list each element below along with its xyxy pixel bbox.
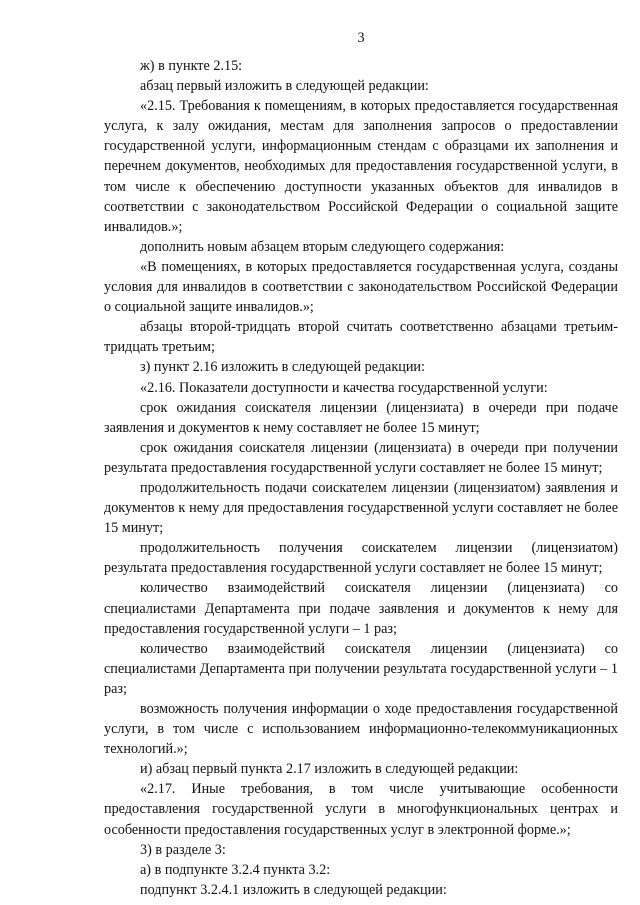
paragraph: абзацы второй-тридцать второй считать соответственно абзацами третьим-тридцать третьим; — [104, 319, 618, 356]
paragraph: «2.15. Требования к помещениям, в которых предоставляется государственная услуга, к залу ожидания, местам для заполнения запросов о предоставлении государственной услуги, информационным стендам с образцами их заполнения и перечнем документов, необходимых для предоставления государственной услуги, в том числе к обеспечению доступности указанных объектов для инвалидов в соответствии с законодательством Российской Федерации о социальной защите инвалидов.»; — [104, 98, 618, 235]
paragraph: количество взаимодействий соискателя лицензии (лицензиата) со специалистами Департамента при подаче заявления и документов к нему для предоставления государственной услуги – 1 раз; — [104, 580, 618, 637]
paragraph: подпункт 3.2.4.1 изложить в следующей редакции: — [140, 881, 447, 898]
paragraph: з) пункт 2.16 изложить в следующей редакции: — [140, 359, 425, 376]
paragraph: дополнить новым абзацем вторым следующего содержания: — [140, 238, 505, 255]
paragraph: «В помещениях, в которых предоставляется государственная услуга, созданы условия для инвалидов в соответствии с законодательством Российской Федерации о социальной защите инвалидов.»; — [104, 258, 618, 316]
paragraph: срок ожидания соискателя лицензии (лицензиата) в очереди при подаче заявления и документов к нему составляет не более 15 минут; — [104, 399, 618, 436]
paragraph: возможность получения информации о ходе предоставления государственной услуги, в том числе с использованием информационно-телекоммуникационных технологий.»; — [104, 701, 618, 758]
paragraph: ж) в пункте 2.15: — [140, 58, 243, 74]
paragraph: продолжительность подачи соискателем лицензии (лицензиатом) заявления и документов к нему для предоставления государственной услуги составляет не более 15 минут; — [104, 479, 618, 537]
paragraph: срок ожидания соискателя лицензии (лицензиата) в очереди при получении результата предоставления государственной услуги составляет не более 15 минут; — [104, 439, 618, 476]
paragraph: количество взаимодействий соискателя лицензии (лицензиата) со специалистами Департамента при получении результата государственной услуги – 1 раз; — [104, 640, 618, 697]
paragraph: абзац первый изложить в следующей редакции: — [140, 78, 429, 95]
paragraph: «2.16. Показатели доступности и качества государственной услуги: — [140, 379, 548, 396]
paragraph: 3) в разделе 3: — [140, 841, 226, 858]
document-page — [104, 28, 618, 900]
paragraph: продолжительность получения соискателем лицензии (лицензиатом) результата предоставления государственной услуги составляет не более 15 минут; — [104, 540, 618, 577]
paragraph: «2.17. Иные требования, в том числе учитывающие особенности предоставления государственной услуги в многофункциональных центрах и особенности предоставления государственных услуг в электронной форме.»; — [104, 781, 618, 838]
page-number: 3 — [357, 30, 365, 46]
paragraph: а) в подпункте 3.2.4 пункта 3.2: — [140, 861, 331, 878]
paragraph: и) абзац первый пункта 2.17 изложить в следующей редакции: — [140, 761, 519, 778]
